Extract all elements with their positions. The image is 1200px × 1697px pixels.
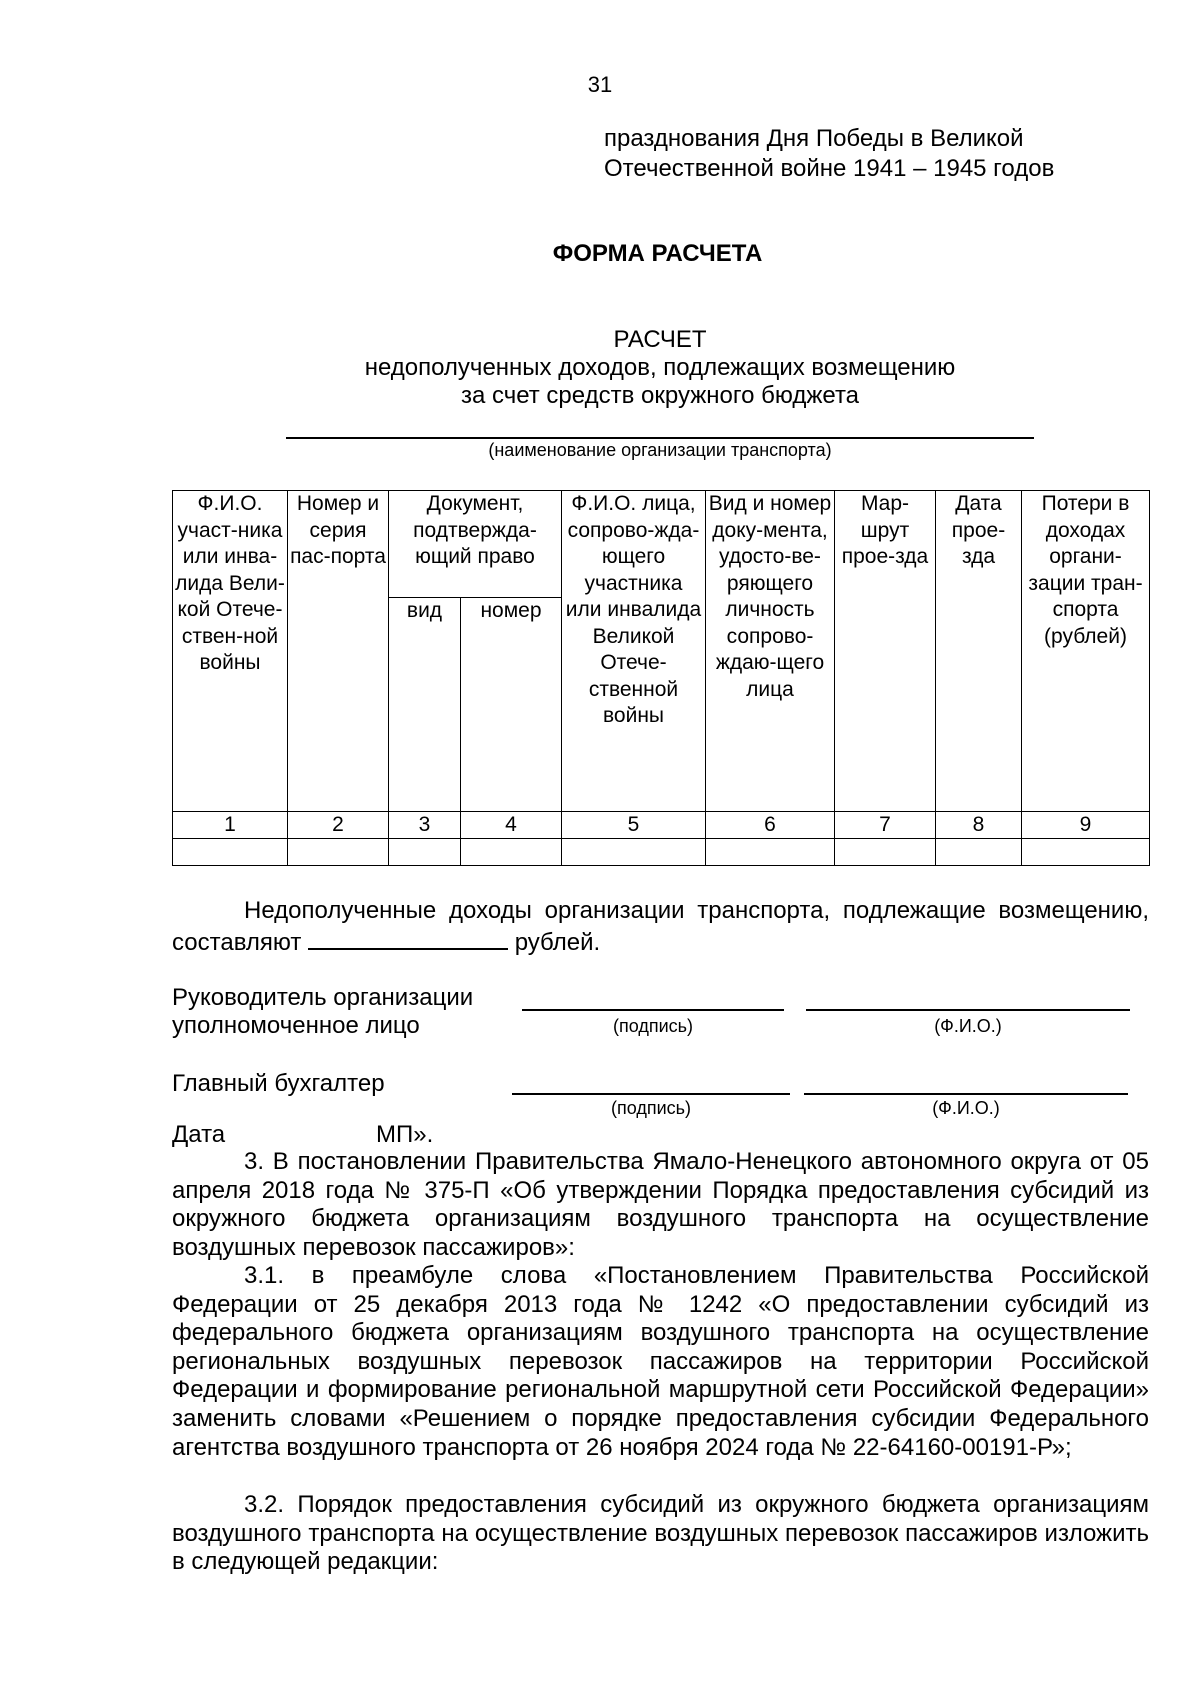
header-losses: Потери в доходах органи-зации тран-спорта (рублей) (1022, 491, 1150, 812)
date-label: Дата (172, 1121, 226, 1148)
accountant-name-line (804, 1093, 1128, 1095)
header-travel-date: Дата прое-зда (936, 491, 1022, 812)
header-fio-companion: Ф.И.О. лица, сопрово-жда-ющего участника или инвалида Великой Отече-ственной войны (562, 491, 706, 812)
header-fio-participant: Ф.И.О. участ-ника или инва-лида Вели-кой Отече-ствен-ной войны (173, 491, 288, 812)
table-cell (835, 839, 936, 866)
page-number: 31 (587, 72, 613, 97)
table-cell (389, 839, 461, 866)
header-row-1 (173, 491, 1150, 598)
column-number-5: 5 (562, 812, 706, 839)
stamp-label: МП». (376, 1121, 434, 1148)
org-name-caption: (наименование организации транспорта) (488, 440, 832, 460)
losses-unit: рублей. (514, 928, 601, 956)
column-number-4: 4 (461, 812, 562, 839)
org-name-line (286, 437, 1034, 439)
paragraph-3-1: 3.1. в преамбуле слова «Постановлением Правительства Российской Федерации от 25 декабря 2013 года № 1242 «О предоставлении субсидий из федерального бюджета организациям воздушного транспорта на осуществление региональных воздушных перевозок пассажиров на территории Российской Федерации и формирование региональной маршрутной сети Российской Федерации» заменить словами «Решением о порядке предоставления субсидии Федерального агентства воздушного транспорта от 26 ноября 2024 года № 22-64160-00191-Р»; (172, 1262, 1149, 1461)
losses-text: Недополученные доходы организации транспорта, подлежащие возмещению, составляют (172, 897, 1149, 956)
table-cell (706, 839, 835, 866)
head-label-line-1: Руководитель организации (172, 984, 474, 1011)
column-numbers-row (173, 812, 1150, 839)
column-number-2: 2 (288, 812, 389, 839)
header-document-group: Документ, подтвержда-ющий право (389, 491, 562, 598)
table-cell (936, 839, 1022, 866)
column-number-3: 3 (389, 812, 461, 839)
accountant-name-caption: (Ф.И.О.) (932, 1098, 1000, 1118)
appendix-line-2: Отечественной войне 1941 – 1945 годов (604, 155, 1055, 182)
form-title: ФОРМА РАСЧЕТА (552, 240, 763, 267)
table-cell (1022, 839, 1150, 866)
column-number-6: 6 (706, 812, 835, 839)
table-cell (562, 839, 706, 866)
head-name-caption: (Ф.И.О.) (934, 1016, 1002, 1036)
calc-title-main: РАСЧЕТ (613, 326, 707, 353)
table-cell (461, 839, 562, 866)
header-document-number: номер (461, 598, 562, 812)
calculation-table (172, 490, 1150, 866)
appendix-line-1: празднования Дня Победы в Великой (604, 125, 1024, 152)
head-name-line (806, 1009, 1130, 1011)
losses-amount-line (308, 926, 508, 950)
calc-title-line-3: за счет средств окружного бюджета (460, 382, 860, 409)
column-number-8: 8 (936, 812, 1022, 839)
table-cell (173, 839, 288, 866)
paragraph-3-2: 3.2. Порядок предоставления субсидий из окружного бюджета организациям воздушного транспорта на осуществление воздушных перевозок пассажиров изложить в следующей редакции: (172, 1491, 1149, 1576)
head-signature-caption: (подпись) (612, 1016, 694, 1036)
header-passport: Номер и серия пас-порта (288, 491, 389, 812)
header-document-type: вид (389, 598, 461, 812)
accountant-signature-line (512, 1093, 790, 1095)
empty-data-row (173, 839, 1150, 866)
accountant-signature-caption: (подпись) (610, 1098, 692, 1118)
losses-paragraph (172, 897, 1149, 957)
accountant-label: Главный бухгалтер (172, 1070, 385, 1097)
table-cell (288, 839, 389, 866)
head-label-line-2: уполномоченное лицо (172, 1012, 420, 1039)
paragraph-3: 3. В постановлении Правительства Ямало-Ненецкого автономного округа от 05 апреля 2018 года № 375-П «Об утверждении Порядка предоставления субсидий из окружного бюджета организациям воздушного транспорта на осуществление воздушных перевозок пассажиров»: (172, 1148, 1149, 1261)
column-number-1: 1 (173, 812, 288, 839)
head-signature-line (522, 1009, 784, 1011)
column-number-9: 9 (1022, 812, 1150, 839)
header-route: Мар-шрут прое-зда (835, 491, 936, 812)
column-number-7: 7 (835, 812, 936, 839)
calc-title-line-2: недополученных доходов, подлежащих возмещению (364, 354, 956, 381)
header-companion-id: Вид и номер доку-мента, удосто-ве-ряющего личность сопрово-ждаю-щего лица (706, 491, 835, 812)
